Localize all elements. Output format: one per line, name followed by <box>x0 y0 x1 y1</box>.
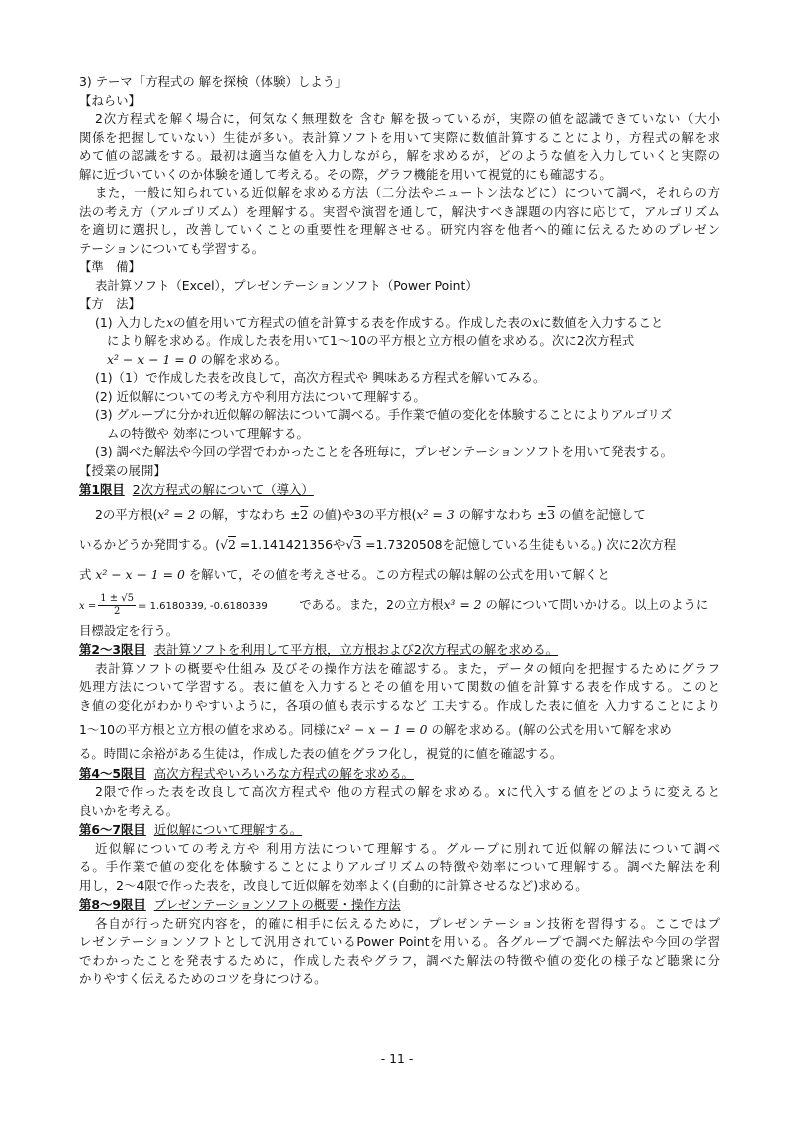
paragraph-line: 式 x² − x − 1 = 0 を解いて，その値を考えさせる。この方程式の解は解の公式を用いて解くと <box>79 566 610 582</box>
paragraph-line: また，一般に知られている近似解を求める方法（二分法やニュートン法などに）について調べ，それらの方 <box>95 185 720 200</box>
paragraph-line: 2次方程式を解く場合に，何気なく無理数を 含む 解を扱っているが，実際の値を認識できていない（大小 <box>95 111 720 126</box>
method-item: (3) グループに分かれ近似解の解法について調べる。手作業で値の変化を体験することによりアルゴリズ <box>95 407 673 422</box>
paragraph-line: 用し，2～4限で作った表を，改良して近似解を効率よく(自動的に計算させるなど)求める。 <box>79 877 588 893</box>
method-item-1: (1) 入力したxの値を用いて方程式の値を計算する表を作成する。作成した表のxに数値を入力すること <box>95 314 664 330</box>
paragraph-line: 良いかを考える。 <box>79 802 179 818</box>
paragraph-line: る。時間に余裕がある生徒は，作成した表の値をグラフ化し，視覚的に値を確認する。 <box>79 746 563 761</box>
document-body <box>79 73 720 989</box>
paragraph-line: 2の平方根(x² = 2 の解，すなわち ±2 の値)や3の平方根(x² = 3 の解すなわち ±3 の値を記憶して <box>95 506 646 522</box>
paragraph-line: いるかどうか発問する。(√2 =1.141421356や√3 =1.7320508を記憶している生徒もいる。) 次に2次方程 <box>79 536 677 552</box>
period-heading: 第8～9限目 プレゼンテーションソフトの概要・操作方法 <box>79 897 401 912</box>
method-item-cont: ムの特徴や 効率について理解する。 <box>107 425 309 441</box>
paragraph-line: 関係を把握していない）生徒が多い。表計算ソフトを用いて実際に数値計算することにより，方程式の解を求 <box>79 129 720 145</box>
equation: x² − x − 1 = 0 <box>107 351 197 367</box>
paragraph-line: 目標設定を行う。 <box>79 622 179 638</box>
paragraph-line: 法の考え方（アルゴリズム）を理解する。実習や演習を通して，解決すべき課題の内容に応じて，アルゴリズム <box>79 203 720 219</box>
period-heading: 第6～7限目 近似解について理解する。 <box>79 822 303 837</box>
period-heading: 第4～5限目 高次方程式やいろいろな方程式の解を求める。 <box>79 765 414 781</box>
paragraph-line: 近似解についての考え方や 利用方法について理解する。グループに別れて近似解の解法について調べ <box>95 840 720 856</box>
paragraph-line: 2限で作った表を改良して高次方程式や 他の方程式の解を求める。xに代入する値をどのように変えると <box>95 784 720 799</box>
prep-line: 表計算ソフト（Excel），プレゼンテーションソフト（Power Point） <box>95 277 478 293</box>
method-item-1-line3: x² − x − 1 = 0 の解を求める。 <box>107 351 288 367</box>
period-heading: 第1限目 2次方程式の解について（導入） <box>79 482 314 497</box>
method-title: 【方 法】 <box>79 296 141 311</box>
paragraph-line: めて値の認識をする。最初は適当な値を入力しながら，解を求めるが，どのような値を入力していくと実際の <box>79 148 720 163</box>
paragraph-line: 1～10の平方根と立方根の値を求める。同様にx² − x − 1 = 0 の解を求める。(解の公式を用いて解を求め <box>79 722 672 737</box>
method-item-1-line2: により解を求める。作成した表を用いて1～10の平方根と立方根の値を求める。次に2次方程式 <box>107 333 635 348</box>
paragraph-line: 表計算ソフトの概要や仕組み 及びその操作方法を確認する。また，データの傾向を把握するためにグラフ <box>95 660 720 676</box>
paragraph-line: レゼンテーションソフトとして汎用されているPower Pointを用いる。各グループで調べた解法や今回の学習 <box>79 934 720 949</box>
paragraph-line: き値の変化がわかりやすいように，各項の値も表示するなど 工夫する。作成した表に値を 入力することにより <box>79 697 720 713</box>
page-number: - 11 - <box>380 1051 414 1066</box>
paragraph-line: かりやすく伝えるためのコツを身につける。 <box>79 971 327 986</box>
aim-title: 【ねらい】 <box>79 92 141 108</box>
paragraph-line: を適切に選択し，改善していくことの重要性を理解させる。研究内容を他者へ的確に伝えるためのプレゼン <box>79 222 720 237</box>
paragraph-line: 各自が行った研究内容を，的確に相手に伝えるために，プレゼンテーション技術を習得する。ここではプ <box>95 915 720 931</box>
paragraph-line: る。手作業で値の変化を体験することによりアルゴリズムの特徴や効率について理解する。調べた解法を利 <box>79 859 720 874</box>
paragraph-line: 処理方法について学習する。表に値を入力するとその値を用いて関数の値を計算する表を作成する。このと <box>79 679 720 694</box>
fraction: $\frac{1 \pm √5}{2}$ <box>100 592 135 617</box>
period-heading: 第2～3限目 表計算ソフトを利用して平方根，立方根および2次方程式の解を求める。 <box>79 642 559 657</box>
paragraph-line: でわかったことを発表するために，作成した表やグラフ，調べた解法の特徴や値の変化の様子など聴衆に分 <box>79 952 720 968</box>
method-item: (1)（1）で作成した表を改良して，高次方程式や 興味ある方程式を解いてみる。 <box>95 370 546 385</box>
method-item: (3) 調べた解法や今回の学習でわかったことを各班毎に，プレゼンテーションソフトを用いて発表する。 <box>95 444 674 459</box>
method-item: (2) 近似解についての考え方や利用方法について理解する。 <box>95 388 426 404</box>
section-heading: 3) テーマ「方程式の 解を探検（体験）しよう」 <box>79 74 348 89</box>
paragraph-line: テーションについても学習する。 <box>79 240 265 256</box>
formula-line: x = $\frac{1 \pm √5}{2}$ = 1.6180339, -0.6180339 である。また，2の立方根x³ = 2 の解について問いかける。以上のように <box>79 592 709 617</box>
prep-title: 【準 備】 <box>79 259 141 274</box>
paragraph-line: 解に近づいていくのか体験を通して考える。その際，グラフ機能を用いて視覚的にも確認する。 <box>79 166 612 182</box>
development-title: 【授業の展開】 <box>79 462 166 478</box>
